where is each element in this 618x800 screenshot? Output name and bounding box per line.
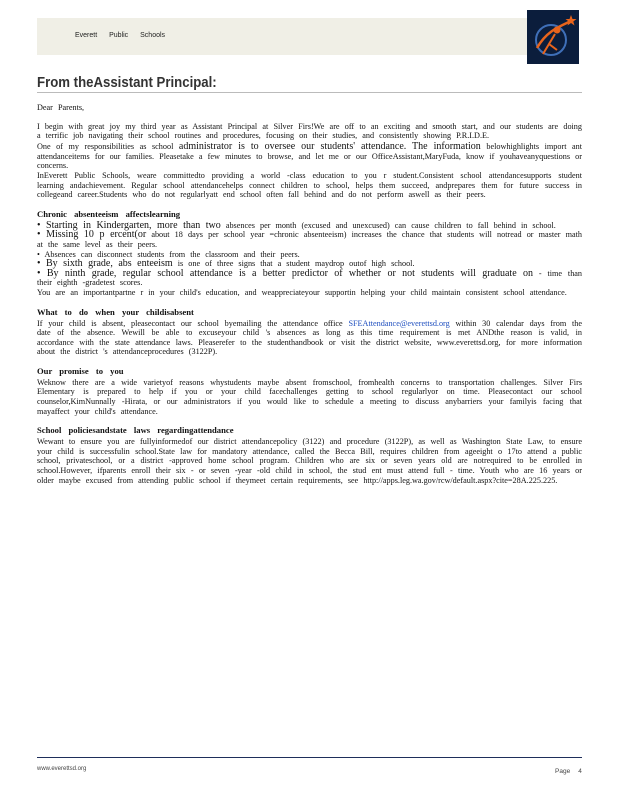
- absent-paragraph: [37, 319, 582, 357]
- footer-rule: [37, 757, 582, 758]
- footer-website: www.everettsd.org: [37, 766, 87, 772]
- header-band: [37, 18, 545, 55]
- absent-text-a: If your child is absent, pleasecontact our school byemailing the attendance office: [37, 318, 343, 328]
- page-label: Page: [555, 768, 571, 775]
- logo-graphic: [527, 10, 579, 64]
- letter-body: [37, 103, 582, 494]
- section-heading-chronic: Chronic absenteeism affectslearning: [37, 208, 181, 219]
- chronic-bullet-5-emphasis: • By ninth grade, regular school attendance is a better predictor of whether or not students will graduate on: [37, 267, 533, 279]
- attendance-email-link[interactable]: SFEAttendance@everettsd.org: [348, 318, 450, 328]
- intro-p2-start: One of my responsibilities as school: [37, 141, 174, 151]
- page-title: From theAssistant Principal:: [37, 74, 217, 91]
- chronic-bullet-1-emphasis: • Starting in Kindergarten, more than two: [37, 219, 221, 231]
- greeting: Dear Parents,: [37, 103, 85, 112]
- district-logo: [527, 10, 579, 64]
- section-heading-policies: School policiesandstate laws regardingattendance: [37, 425, 234, 436]
- policies-paragraph: Wewant to ensure you are fullyinformedof our district attendancepolicy (3122) and procedure (3122P), as well as Washington State Law, to ensure your child is successfulin school.State law for mandatory attendance, called the Becca Bill, requires children from ageeight o 17to attend a public school, privateschool, or a district -approved home school program. Children who are six or seven years old are notrequired to be enrolled in school.However, ifparents enroll their six - or seven -year -old child in school, the stud ent must attend full - time. Youth who are 16 years or older maybe excused from attending public school if theymeet certain requirements, see http://apps.leg.wa.gov/rcw/default.aspx?cite=28A.225.225.: [37, 437, 582, 485]
- promise-paragraph: Weknow there are a wide varietyof reasons whystudents maybe absent fromschool, fromhealth concerns to transportation challenges. Silver Firs Elementary is prepared to help if you or your child facechallenges getting to school regularlyor on time. Pleasecontact our school counselor,KimNunnally -Hirata, or our administrators if you would like to schedule a meeting to discuss anybarriers your familyis facing that mayaffect your child's attendance.: [37, 377, 582, 416]
- absent-text-b: within 30 calendar days from the date of the absence. Wewill be able to excuseyour child 's absences as long as this time requirement is met ANDthe reason is valid, in accordance with the state attendance laws. Pleaserefer to the studenthandbook or visit the district website, www.everettsd.org, for more information about the district 's attendanceprocedures (3122P).: [37, 318, 582, 357]
- section-heading-absent: What to do when your childisabsent: [37, 306, 194, 317]
- title-rule: [37, 92, 582, 93]
- chronic-bullet-5: [37, 269, 582, 288]
- chronic-bullet-2-emphasis: • Missing 10 p ercent(or: [37, 229, 147, 241]
- chronic-bullet-5-text: - time than their eighth -gradetest scores.: [37, 268, 583, 288]
- intro-paragraph-2: [37, 141, 582, 171]
- intro-paragraph-1: I begin with great joy my third year as Assistant Principal at Silver Firs!We are off to an exciting and smooth start, and our students are doing a terrific job navigating their school routines and procedures, focusing on their studies, and consistently showing P.R.I.D.E.: [37, 121, 582, 141]
- chronic-bullet-2-text: about 18 days per school year =chronic absenteeism) increases the chance that students will notread or master math at the same level as their peers.: [37, 230, 583, 249]
- chronic-bullet-4-text: is one of three signs that a student maydrop outof high school.: [177, 259, 415, 269]
- chronic-closing: You are an importantpartne r in your child's education, and weappreciateyour supportin helping your child maintain consistent school attendance.: [37, 287, 567, 297]
- page-number: [555, 768, 582, 775]
- district-name: Everett Public Schools: [75, 32, 166, 39]
- section-heading-promise: Our promise to you: [37, 365, 124, 376]
- chronic-bullet-2: [37, 230, 582, 249]
- intro-p2-end: belowhighlights import ant attendanceitems for our families. Pleasetake a few minutes to browse, and let me or our OfficeAssistant,MaryFuda, know if youhaveanyquestions or concerns.: [37, 141, 583, 171]
- intro-paragraph-3: InEverett Public Schools, weare committedto providing a world -class education to you r student.Consistent school attendancesupports student learning andachievement. Regular school attendancehelps connect children to school, helps them succeed, andprepares them for future success in collegeand career.Students who do not regularlyatt end school often fall behind and do not perform aswell as their peers.: [37, 170, 582, 200]
- chronic-bullet-4-emphasis: • By sixth grade, abs enteeism: [37, 258, 173, 270]
- intro-p2-emphasis: administrator is to oversee our students' attendance. The information: [178, 140, 481, 152]
- page-number-value: 4: [578, 768, 582, 775]
- chronic-bullet-3: • Absences can disconnect students from the classroom and their peers.: [37, 249, 300, 259]
- chronic-bullet-1-text: absences per month (excused and unexcused) can cause children to fall behind in school.: [225, 220, 556, 230]
